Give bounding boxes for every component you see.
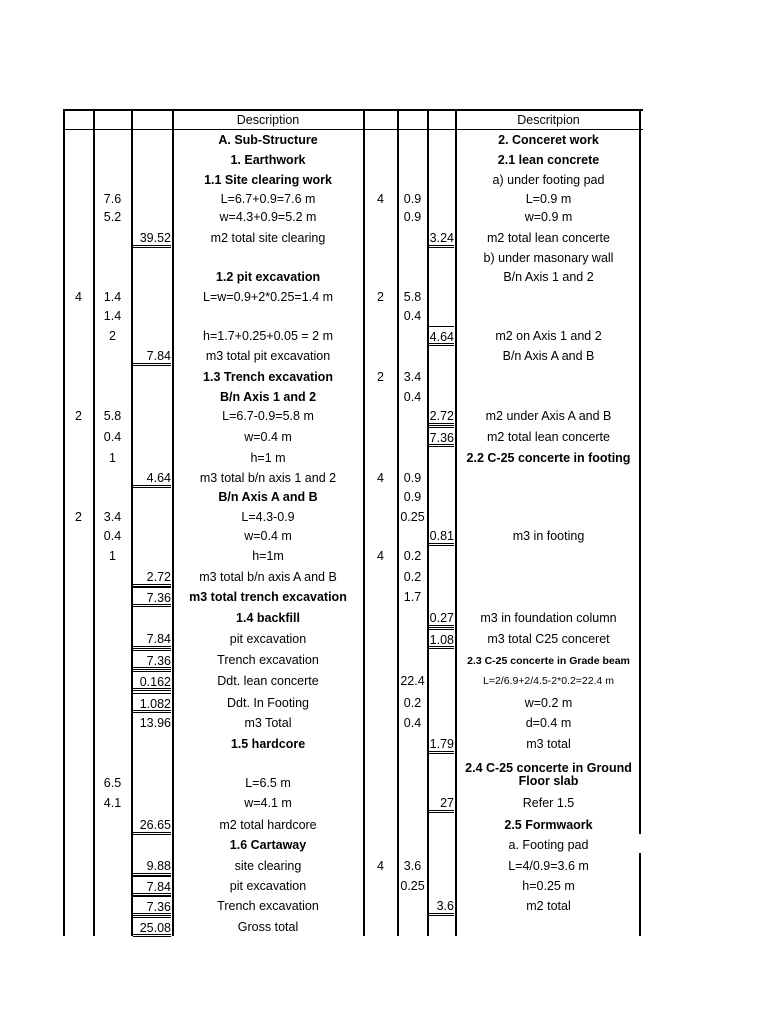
right-description: 2.2 C-25 concerte in footing [466,451,631,465]
right-quantity-dimension: 3.4 [403,370,422,384]
left-description: 1.3 Trench excavation [203,370,333,384]
left-description: pit excavation [229,632,307,646]
left-quantity-dimension: 0.4 [103,430,122,444]
left-description: m2 total hardcore [219,818,317,832]
left-description: Ddt. lean concerte [217,674,319,688]
left-quantity-dimension: 4.1 [103,796,122,810]
right-quantity-count: 4 [377,549,384,563]
right-quantity-dimension: 22.4 [400,674,425,688]
right-quantity-dimension: 0.9 [403,192,422,206]
right-quantity-dimension: 0.2 [403,570,422,584]
left-quantity-total: 7.84 [133,876,171,896]
right-description: a) under footing pad [492,173,605,187]
right-quantity-count: 4 [377,859,384,873]
right-description: m2 under Axis A and B [485,409,612,423]
right-quantity-total: 1.79 [429,734,454,754]
right-description: B/n Axis 1 and 2 [503,270,594,284]
left-description: B/n Axis 1 and 2 [219,390,317,404]
right-quantity-total: 1.08 [429,629,454,649]
right-description-header: Descritpion [517,113,580,127]
left-quantity-dimension: 1.4 [103,290,122,304]
right-description: a. Footing pad [508,838,589,852]
right-quantity-total: 2.72 [429,406,454,426]
right-quantity-total: 27 [429,793,454,813]
left-quantity-dimension: 5.8 [103,409,122,423]
left-description: w=4.1 m [244,796,292,810]
right-quantity-count: 2 [377,290,384,304]
right-header-cell [399,110,426,130]
right-quantity-dimension: 0.2 [403,549,422,563]
left-description: L=w=0.9+2*0.25=1.4 m [203,290,333,304]
right-description: m2 total lean concerte [487,430,610,444]
right-description: L=4/0.9=3.6 m [508,859,589,873]
right-description: L=0.9 m [525,192,572,206]
right-quantity-dimension: 0.4 [403,309,422,323]
left-quantity-total: 7.36 [133,587,171,607]
right-quantity-total: 3.24 [429,228,454,248]
left-description: m3 total b/n axis A and B [199,570,337,584]
right-description: m3 total [526,737,571,751]
right-description: m3 in footing [512,529,585,543]
left-header-cell [133,110,171,130]
left-description: w=0.4 m [244,529,292,543]
left-description: L=4.3-0.9 [241,510,295,524]
right-description: w=0.2 m [524,696,573,710]
left-description: h=1m [252,549,284,563]
right-description: L=2/6.9+2/4.5-2*0.2=22.4 m [482,675,615,687]
left-description: 1.2 pit excavation [215,270,321,284]
left-description: L=6.5 m [245,776,291,790]
left-quantity-dimension: 7.6 [103,192,122,206]
right-quantity-dimension: 5.8 [403,290,422,304]
left-quantity-count: 2 [75,510,82,524]
left-quantity-dimension: 6.5 [103,776,122,790]
left-description: 1. Earthwork [230,153,306,167]
right-quantity-total: 0.81 [429,526,454,546]
left-quantity-dimension: 3.4 [103,510,122,524]
right-quantity-dimension: 0.9 [403,490,422,504]
right-header-cell [365,110,396,130]
left-quantity-count: 4 [75,290,82,304]
right-quantity-dimension: 0.9 [403,210,422,224]
right-description: m2 total lean concerte [487,231,610,245]
left-description: 1.5 hardcore [230,737,306,751]
left-quantity-dimension: 1 [109,549,116,563]
right-description: 2.5 Formwaork [504,818,593,832]
left-description: A. Sub-Structure [218,133,318,147]
right-quantity-count: 4 [377,471,384,485]
left-description: m3 total pit excavation [205,349,331,363]
left-quantity-total: 2.72 [133,567,171,587]
right-description: 2.4 C-25 concerte in Ground Floor slab [465,761,632,788]
right-quantity-count: 2 [377,370,384,384]
left-description: Ddt. In Footing [227,696,309,710]
right-quantity-dimension: 1.7 [403,590,422,604]
right-description: B/n Axis A and B [502,349,595,363]
left-description: Trench excavation [217,899,319,913]
column-rule [363,109,365,936]
left-description: m3 Total [244,716,292,730]
right-description: 2.3 C-25 concerte in Grade beam [467,655,630,667]
left-description: m3 total trench excavation [189,590,347,604]
left-description: Trench excavation [217,653,319,667]
left-quantity-total: 7.84 [133,629,171,649]
left-description: pit excavation [229,879,307,893]
left-quantity-total: 39.52 [133,228,171,248]
left-quantity-count: 2 [75,409,82,423]
right-quantity-dimension: 0.2 [403,696,422,710]
left-quantity-total: 9.88 [133,856,171,876]
right-quantity-dimension: 0.25 [400,879,425,893]
left-description: h=1 m [250,451,286,465]
left-description: L=6.7-0.9=5.8 m [222,409,314,423]
left-description: B/n Axis A and B [218,490,318,504]
left-quantity-total: 7.84 [133,346,171,366]
left-quantity-dimension: 1 [109,451,116,465]
right-quantity-dimension: 0.25 [400,510,425,524]
left-quantity-total: 7.36 [133,650,171,670]
left-description: m2 total site clearing [210,231,326,245]
right-quantity-dimension: 3.6 [403,859,422,873]
right-quantity-dimension: 0.4 [403,390,422,404]
left-quantity-total: 0.162 [133,671,171,691]
right-description: b) under masonary wall [483,251,614,265]
left-quantity-dimension: 0.4 [103,529,122,543]
left-description-header: Description [236,113,300,127]
right-description: d=0.4 m [525,716,572,730]
left-description: Gross total [237,920,299,934]
left-description: 1.6 Cartaway [229,838,307,852]
left-quantity-total: 13.96 [139,716,171,730]
left-quantity-total: 26.65 [133,815,171,835]
left-quantity-total: 7.36 [133,896,171,916]
left-header-cell [95,110,130,130]
right-description: Refer 1.5 [522,796,575,810]
right-description: m2 on Axis 1 and 2 [495,329,602,343]
left-description: w=4.3+0.9=5.2 m [219,210,317,224]
left-description: 1.1 Site clearing work [204,173,332,187]
left-description: h=1.7+0.25+0.05 = 2 m [203,329,333,343]
left-description: 1.4 backfill [236,611,300,625]
right-quantity-dimension: 0.4 [403,716,422,730]
right-quantity-total: 3.6 [429,896,454,916]
left-description: w=0.4 m [244,430,292,444]
right-quantity-total: 7.36 [429,427,454,447]
right-quantity-dimension: 0.9 [403,471,422,485]
right-header-cell [429,110,454,130]
right-description: 2. Conceret work [498,133,599,147]
right-description: m3 in foundation column [480,611,617,625]
right-description: m3 total C25 conceret [487,632,610,646]
left-quantity-dimension: 2 [109,329,116,343]
left-description: m3 total b/n axis 1 and 2 [199,471,337,485]
left-quantity-dimension: 1.4 [103,309,122,323]
left-header-cell [65,110,92,130]
left-quantity-total: 1.082 [133,693,171,713]
right-quantity-total: 4.64 [429,326,454,346]
right-description: h=0.25 m [522,879,575,893]
left-description: L=6.7+0.9=7.6 m [220,192,316,206]
right-description: 2.1 lean concrete [497,153,600,167]
left-quantity-dimension: 5.2 [103,210,122,224]
left-description: site clearing [234,859,302,873]
right-quantity-total: 0.27 [429,608,454,628]
left-quantity-total: 25.08 [133,917,171,937]
right-quantity-count: 4 [377,192,384,206]
right-description: m2 total [526,899,571,913]
left-quantity-total: 4.64 [133,468,171,488]
right-description: w=0.9 m [524,210,573,224]
